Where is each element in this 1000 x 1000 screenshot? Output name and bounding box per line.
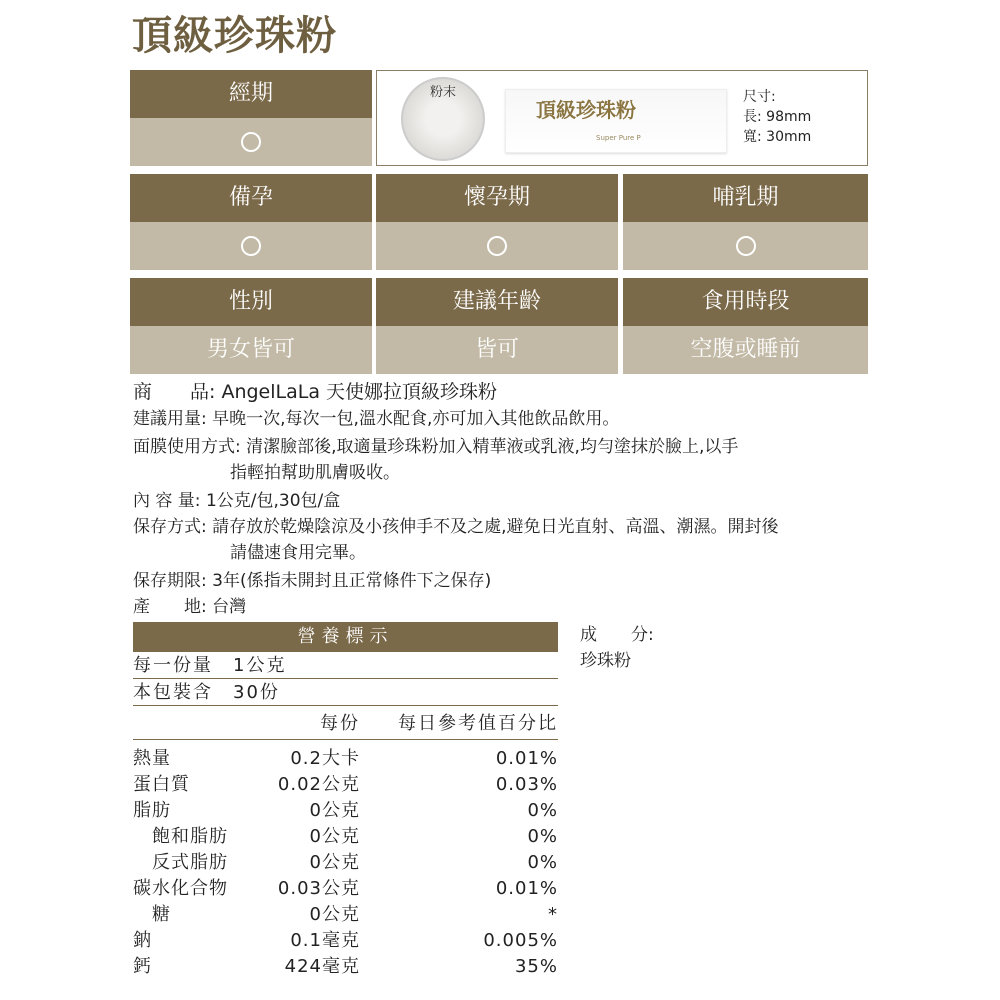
powder-label: 粉末 — [429, 85, 456, 100]
info-label: 內 容 量: — [133, 491, 201, 511]
serving-size: 每一份量 1公克 — [133, 652, 558, 679]
info-content — [133, 490, 340, 512]
nutrition-dv: * — [548, 904, 558, 925]
nutrition-name: 蛋白質 — [133, 774, 190, 795]
ingredients-label: 成 分: — [580, 625, 654, 645]
value-gender: 男女皆可 — [130, 326, 372, 374]
info-value: 請存放於乾燥陰涼及小孩伸手不及之處,避免日光直射、高溫、潮濕。開封後 — [212, 517, 779, 537]
info-mask-usage-cont: 指輕拍幫助肌膚吸收。 — [230, 463, 400, 483]
length: 長: 98mm — [743, 109, 812, 125]
header-period: 經期 — [130, 70, 372, 118]
info-value: 清潔臉部後,取適量珍珠粉加入精華液或乳液,均勻塗抹於臉上,以手 — [246, 437, 739, 457]
circle-icon — [736, 236, 756, 256]
nutrition-dv: 0.005% — [483, 930, 558, 951]
nutrition-table — [133, 622, 558, 980]
header-gender: 性別 — [130, 278, 372, 326]
info-shelf-life — [133, 570, 491, 592]
info-product — [133, 380, 497, 404]
nutrition-title: 營養標示 — [133, 622, 558, 652]
nutrition-row — [133, 902, 558, 928]
info-label: 產 地: — [133, 597, 207, 617]
nutrition-per: 0.03公克 — [277, 878, 360, 899]
nutrition-row — [133, 876, 558, 902]
size-label: 尺寸: — [743, 89, 776, 105]
header-time: 食用時段 — [623, 278, 868, 326]
header-age: 建議年齡 — [376, 278, 618, 326]
nutrition-name: 熱量 — [133, 748, 171, 769]
info-value: 1公克/包,30包/盒 — [205, 491, 341, 511]
nutrition-dv: 0% — [527, 826, 558, 847]
product-image-panel — [376, 70, 868, 166]
ingredients-value: 珍珠粉 — [580, 651, 631, 671]
nutrition-name: 脂肪 — [133, 800, 171, 821]
header-preconception: 備孕 — [130, 174, 372, 222]
nutrition-per: 0公克 — [309, 800, 360, 821]
nutrition-name: 鈉 — [133, 930, 152, 951]
nutrition-per: 0公克 — [309, 826, 360, 847]
info-label: 面膜使用方式: — [133, 437, 241, 457]
nutrition-per: 424毫克 — [284, 956, 360, 977]
nutrition-row — [133, 824, 558, 850]
nutrition-columns — [133, 706, 558, 740]
nutrition-per: 0公克 — [309, 852, 360, 873]
nutrition-row — [133, 928, 558, 954]
info-storage — [133, 516, 779, 538]
info-value: 3年(係指未開封且正常條件下之保存) — [212, 571, 492, 591]
nutrition-name: 反式脂肪 — [133, 852, 228, 873]
col-daily-value: 每日參考值百分比 — [398, 713, 558, 734]
circle-icon — [241, 236, 261, 256]
nutrition-dv: 0% — [527, 852, 558, 873]
ingredients — [580, 622, 654, 674]
nutrition-row — [133, 850, 558, 876]
info-origin — [133, 596, 246, 618]
circle-icon — [487, 236, 507, 256]
product-logo: 頂級珍珠粉 — [536, 98, 636, 122]
value-preconception — [130, 222, 372, 270]
nutrition-name: 鈣 — [133, 956, 152, 977]
info-label: 保存方式: — [133, 517, 207, 537]
width: 寬: 30mm — [743, 129, 812, 145]
nutrition-name: 糖 — [133, 904, 171, 925]
col-per-serving: 每份 — [320, 713, 360, 734]
info-value: 早晚一次,每次一包,溫水配食,亦可加入其他飲品飲用。 — [212, 409, 620, 429]
value-lactation — [623, 222, 868, 270]
info-mask-usage — [133, 436, 738, 458]
nutrition-per: 0.2大卡 — [290, 748, 360, 769]
nutrition-dv: 35% — [514, 956, 558, 977]
header-lactation: 哺乳期 — [623, 174, 868, 222]
circle-icon — [241, 132, 261, 152]
info-value: AngelLaLa 天使娜拉頂級珍珠粉 — [221, 381, 498, 403]
powder-image — [401, 77, 485, 161]
info-dosage — [133, 408, 619, 430]
info-storage-cont: 請儘速食用完畢。 — [230, 543, 366, 563]
servings-per-pack: 本包裝含 30份 — [133, 679, 558, 706]
nutrition-row — [133, 798, 558, 824]
nutrition-per: 0公克 — [309, 904, 360, 925]
value-period — [130, 118, 372, 166]
nutrition-dv: 0.01% — [495, 748, 558, 769]
info-label: 保存期限: — [133, 571, 207, 591]
value-pregnancy — [376, 222, 618, 270]
nutrition-name: 飽和脂肪 — [133, 826, 228, 847]
info-label: 建議用量: — [133, 409, 207, 429]
dimensions — [743, 87, 811, 147]
nutrition-dv: 0.03% — [495, 774, 558, 795]
page-title: 頂級珍珠粉 — [132, 13, 337, 59]
nutrition-name: 碳水化合物 — [133, 878, 228, 899]
header-pregnancy: 懷孕期 — [376, 174, 618, 222]
nutrition-row — [133, 954, 558, 980]
nutrition-dv: 0% — [527, 800, 558, 821]
info-value: 台灣 — [212, 597, 247, 617]
value-age: 皆可 — [376, 326, 618, 374]
nutrition-row — [133, 772, 558, 798]
product-logo-sub: Super Pure P — [596, 134, 641, 142]
nutrition-per: 0.1毫克 — [290, 930, 360, 951]
value-time: 空腹或睡前 — [623, 326, 868, 374]
nutrition-per: 0.02公克 — [277, 774, 360, 795]
info-label: 商 品: — [133, 381, 216, 403]
stick-pack-image — [505, 89, 727, 153]
nutrition-dv: 0.01% — [495, 878, 558, 899]
nutrition-row — [133, 746, 558, 772]
